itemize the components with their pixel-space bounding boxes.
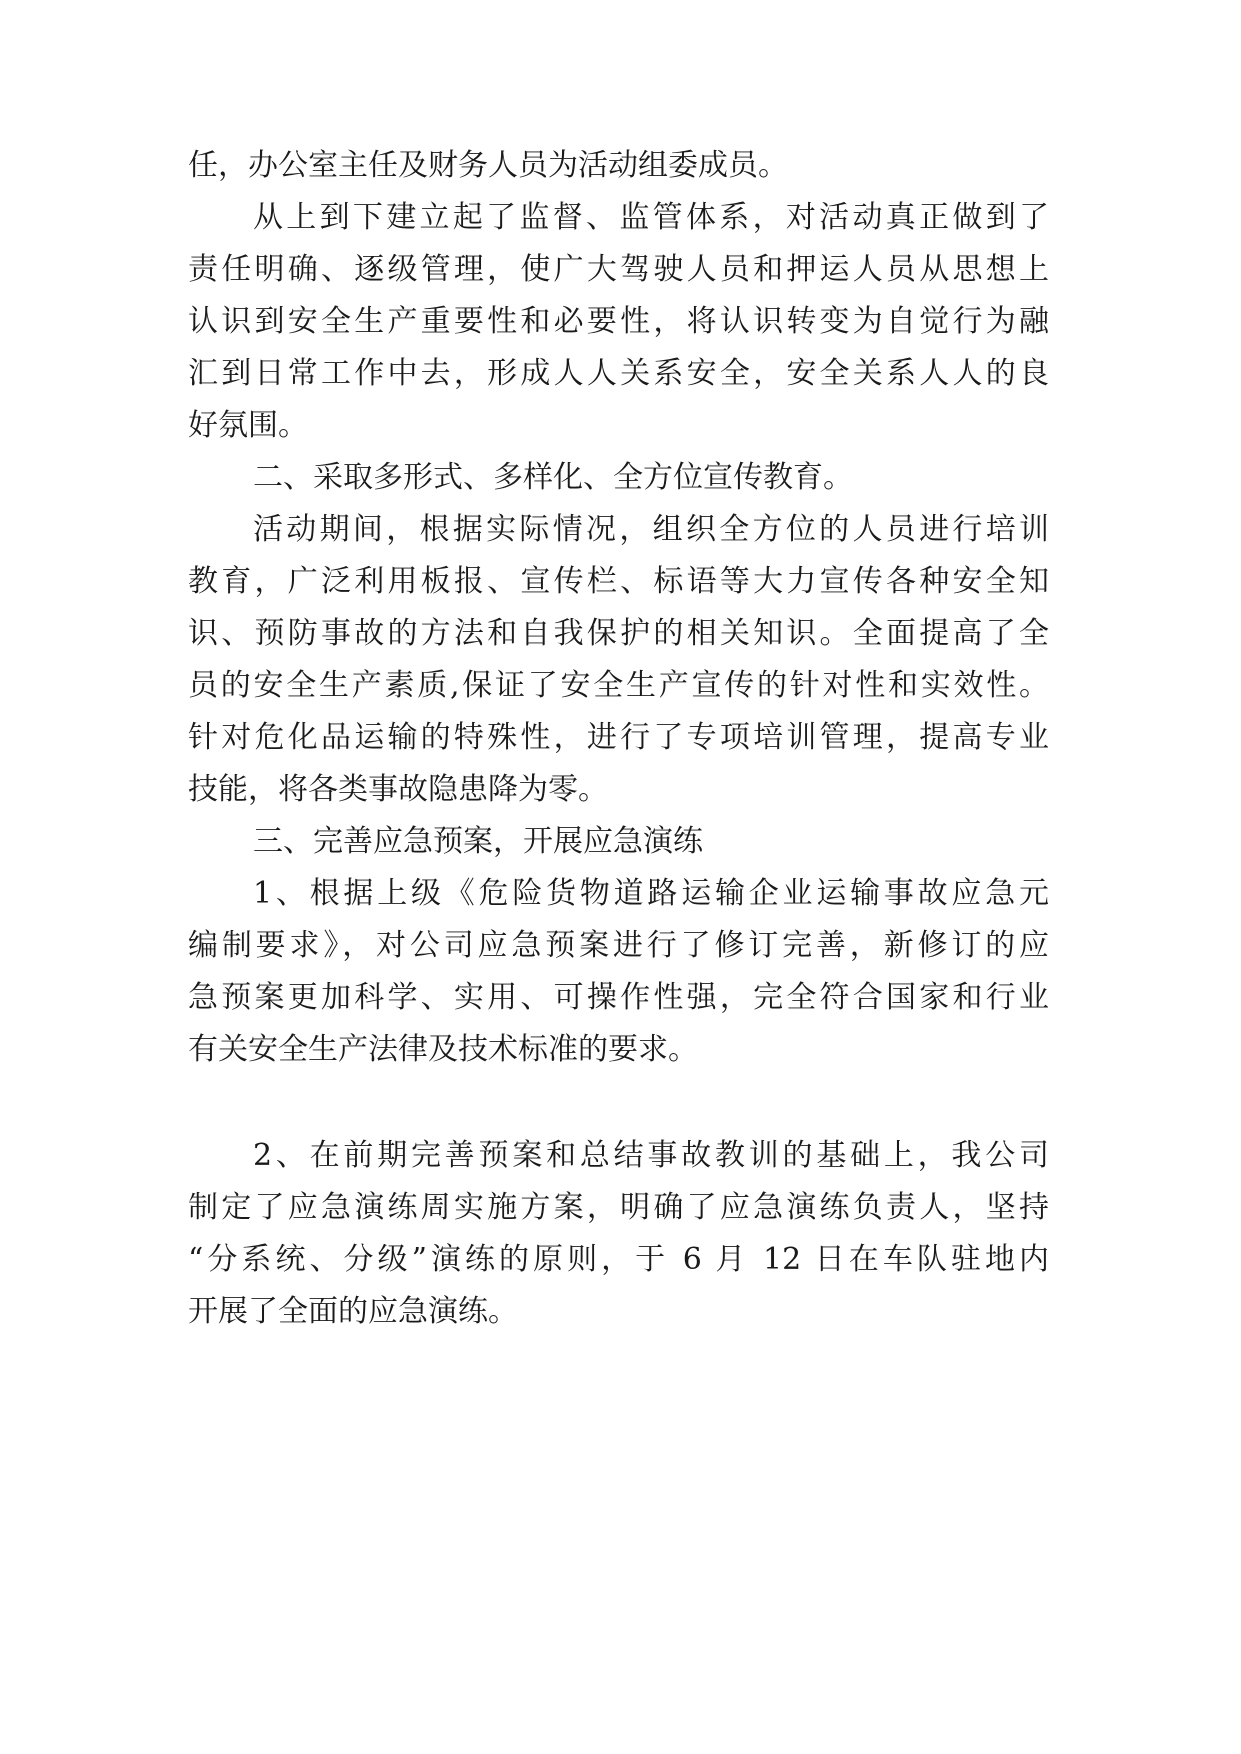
text-line-6: 好氛围。 (188, 408, 308, 443)
text-line-16: 编制要求》，对公司应急预案进行了修订完善，新修订的应 (188, 928, 1049, 963)
section-heading-2: 二、采取多形式、多样化、全方位宣传教育。 (253, 460, 853, 495)
text-line-3: 责任明确、逐级管理，使广大驾驶人员和押运人员从思想上 (188, 252, 1049, 287)
text-line-9: 教育，广泛利用板报、宣传栏、标语等大力宣传各种安全知 (188, 564, 1049, 599)
text-line-15: 1、根据上级《危险货物道路运输企业运输事故应急元 (253, 876, 1049, 911)
text-line-4: 认识到安全生产重要性和必要性，将认识转变为自觉行为融 (188, 304, 1049, 339)
text-line-13: 技能，将各类事故隐患降为零。 (188, 772, 608, 807)
text-line-8: 活动期间，根据实际情况，组织全方位的人员进行培训 (253, 512, 1049, 547)
section-heading-3: 三、完善应急预案，开展应急演练 (253, 824, 703, 859)
text-line-21: “分系统、分级”演练的原则，于 6 月 12 日在车队驻地内 (188, 1242, 1049, 1277)
text-line-2: 从上到下建立起了监督、监管体系，对活动真正做到了 (253, 200, 1049, 235)
text-line-1: 任，办公室主任及财务人员为活动组委成员。 (188, 148, 788, 183)
text-line-12: 针对危化品运输的特殊性，进行了专项培训管理，提高专业 (188, 720, 1049, 755)
text-line-11: 员的安全生产素质,保证了安全生产宣传的针对性和实效性。 (188, 668, 1049, 703)
text-line-20: 制定了应急演练周实施方案，明确了应急演练负责人，坚持 (188, 1190, 1049, 1225)
text-line-5: 汇到日常工作中去，形成人人关系安全，安全关系人人的良 (188, 356, 1049, 391)
text-line-10: 识、预防事故的方法和自我保护的相关知识。全面提高了全 (188, 616, 1049, 651)
text-line-22: 开展了全面的应急演练。 (188, 1294, 518, 1329)
text-line-18: 有关安全生产法律及技术标准的要求。 (188, 1032, 698, 1067)
text-line-17: 急预案更加科学、实用、可操作性强，完全符合国家和行业 (188, 980, 1049, 1015)
text-line-19: 2、在前期完善预案和总结事故教训的基础上，我公司 (253, 1138, 1049, 1173)
